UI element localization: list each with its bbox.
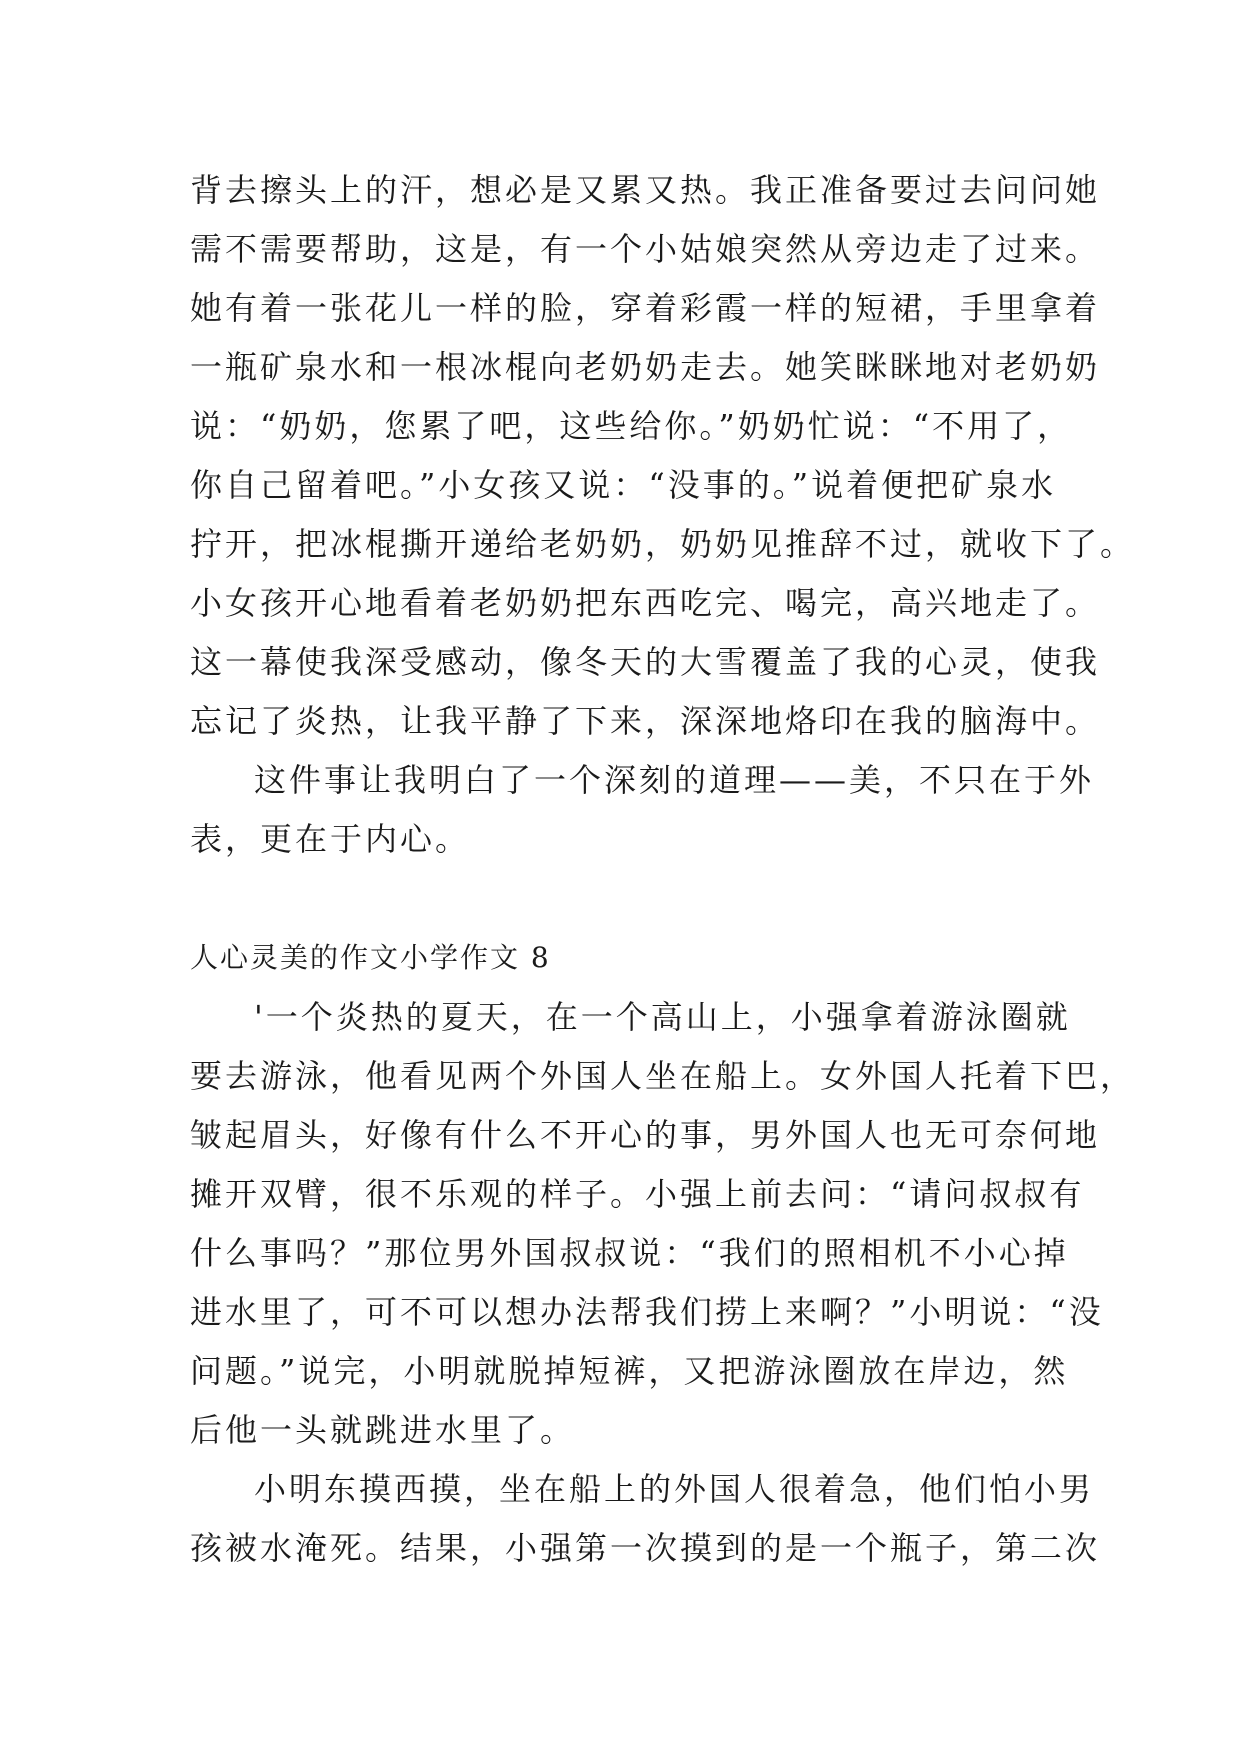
text-line: 进水里了，可不可以想办法帮我们捞上来啊？”小明说：“没 [190,1293,1104,1331]
paragraph-conclusion [190,751,1095,869]
text-line: 问题。”说完，小明就脱掉短裤，又把游泳圈放在岸边，然 [190,1352,1069,1390]
text-line: 这件事让我明白了一个深刻的道理——美，不只在于外 [254,761,1095,799]
text-line: 皱起眉头，好像有什么不开心的事，男外国人也无可奈何地 [190,1116,1101,1154]
text-line: 表，更在于内心。 [190,820,471,858]
text-line: 你自己留着吧。”小女孩又说：“没事的。”说着便把矿泉水 [190,466,1057,504]
text-line: 什么事吗？”那位男外国叔叔说：“我们的照相机不小心掉 [190,1234,1069,1272]
paragraph-continued [190,161,1136,751]
text-line: 一瓶矿泉水和一根冰棍向老奶奶走去。她笑眯眯地对老奶奶 [190,348,1101,386]
text-line: 需不需要帮助，这是，有一个小姑娘突然从旁边走了过来。 [190,230,1101,268]
paragraph-story-continued [190,1460,1101,1578]
paragraph-story-intro [190,988,1136,1460]
document-body [190,161,1136,1578]
text-line: 小女孩开心地看着老奶奶把东西吃完、喝完，高兴地走了。 [190,584,1101,622]
text-line: 她有着一张花儿一样的脸，穿着彩霞一样的短裙，手里拿着 [190,289,1101,327]
text-line: 小明东摸西摸，坐在船上的外国人很着急，他们怕小男 [254,1470,1095,1508]
text-line: 后他一头就跳进水里了。 [190,1411,576,1449]
text-line: 要去游泳，他看见两个外国人坐在船上。女外国人托着下巴， [190,1057,1136,1095]
text-line: 拧开，把冰棍撕开递给老奶奶，奶奶见推辞不过，就收下了。 [190,525,1136,563]
spacer [190,869,1070,928]
text-line: 孩被水淹死。结果，小强第一次摸到的是一个瓶子，第二次 [190,1529,1101,1567]
text-line: 摊开双臂，很不乐观的样子。小强上前去问：“请问叔叔有 [190,1175,1085,1213]
text-line: 忘记了炎热，让我平静了下来，深深地烙印在我的脑海中。 [190,702,1101,740]
section-title: 人心灵美的作文小学作文 8 [190,941,551,974]
text-line: 背去擦头上的汗，想必是又累又热。我正准备要过去问问她 [190,171,1101,209]
text-line: 说：“奶奶，您累了吧，这些给你。”奶奶忙说：“不用了， [190,407,1073,445]
text-line: '一个炎热的夏天，在一个高山上，小强拿着游泳圈就 [254,998,1071,1036]
text-line: 这一幕使我深受感动，像冬天的大雪覆盖了我的心灵，使我 [190,643,1101,681]
